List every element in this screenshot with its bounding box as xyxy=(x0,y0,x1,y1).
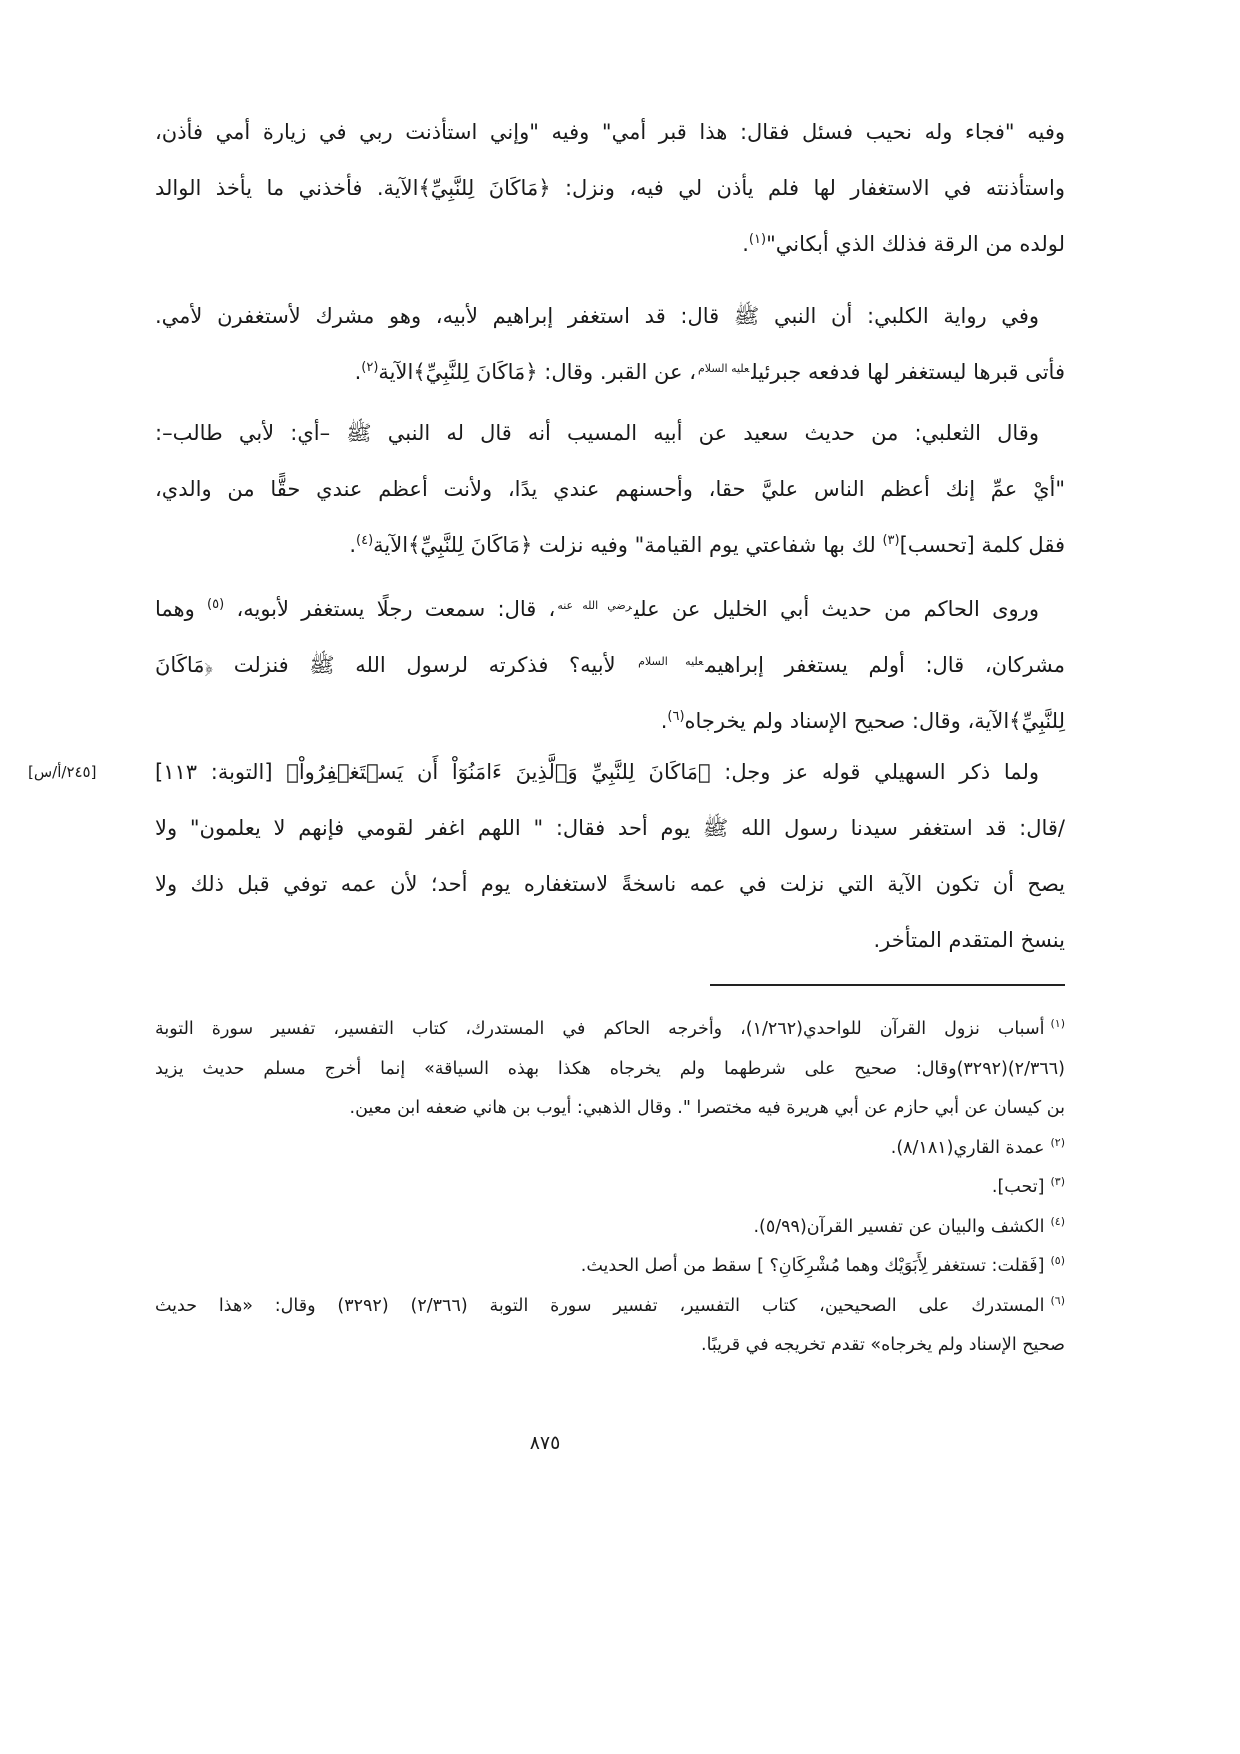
footnote-text: أسباب نزول القرآن للواحدي(١/٢٦٢)، وأخرجه الحاكم في المستدرك، كتاب التفسير، تفسير سورة التوبة xyxy=(155,1019,1045,1039)
footnote-line xyxy=(155,1247,1065,1287)
line-text: ولما ذكر السهيلي قوله عز وجل: ﴿مَاكَانَ لِلنَّبِيِّ وَٱلَّذِينَ ءَامَنُوٓاْ أَن يَسۡتَغۡفِرُواْ﴾ [التوبة: ١١٣] xyxy=(155,760,1039,784)
body-line xyxy=(155,637,1065,693)
body-line xyxy=(155,856,1065,912)
footnote-ref: (٥) xyxy=(207,597,225,612)
footnote-line xyxy=(155,1287,1065,1327)
body-line xyxy=(155,160,1065,216)
footnote-number: (٦) xyxy=(1050,1293,1065,1307)
line-text: لِلنَّبِيِّ﴾الآية، وقال: صحيح الإسناد ولم يخرجاه xyxy=(684,709,1065,733)
footnote-line xyxy=(155,1089,1065,1129)
footnote-text: بن كيسان عن أبي حازم عن أبي هريرة فيه مختصرا ". وقال الذهبي: أيوب بن هاني ضعفه ابن معين. xyxy=(349,1098,1065,1118)
line-text: . xyxy=(349,533,357,557)
paragraph xyxy=(155,405,1065,573)
body-line xyxy=(155,216,1065,272)
footnote-text: [فَقلت: تستغفر لِأَبَوَيْك وهما مُشْرِكَانِ؟ ] سقط من أصل الحديث. xyxy=(580,1256,1045,1276)
paragraph xyxy=(155,581,1065,749)
footnote-number: (٥) xyxy=(1050,1254,1065,1267)
footnote-line xyxy=(155,1208,1065,1248)
footnote-number: (٤) xyxy=(1050,1214,1065,1228)
footnote-ref: (٣) xyxy=(882,533,900,548)
honorific: عليه السلام xyxy=(638,655,704,668)
paragraph xyxy=(155,104,1065,272)
footnotes xyxy=(155,1010,1065,1366)
footnote-text: عمدة القاري(٨/١٨١). xyxy=(890,1137,1045,1158)
footnote-ref: (١) xyxy=(748,232,767,247)
honorific: عليه السلام xyxy=(697,362,750,375)
body-line xyxy=(155,288,1065,344)
line-text: . xyxy=(742,232,749,256)
footnote-number: (٢) xyxy=(1050,1135,1065,1149)
line-text: /قال: قد استغفر سيدنا رسول الله ﷺ يوم أحد فقال: " اللهم اغفر لقومي فإنهم لا يعلمون" ولا xyxy=(155,816,1065,840)
line-text: ينسخ المتقدم المتأخر. xyxy=(873,928,1065,952)
footnote-line xyxy=(155,1129,1065,1169)
footnote-number: (١) xyxy=(1050,1017,1066,1030)
footnote-text: الكشف والبيان عن تفسير القرآن(٥/٩٩). xyxy=(753,1216,1045,1237)
footnote-line xyxy=(155,1050,1065,1090)
body-line xyxy=(155,517,1065,573)
body-line xyxy=(155,693,1065,749)
body-line xyxy=(155,461,1065,517)
footnote-ref: (٤) xyxy=(356,533,374,548)
body-line xyxy=(155,104,1065,160)
footnote-line xyxy=(155,1326,1065,1366)
margin-folio-note: [٢٤٥/أ/س] xyxy=(28,763,97,781)
line-text: "أيْ عمِّ إنك أعظم الناس عليَّ حقا، وأحسنهم عندي يدًا، ولأنت أعظم عندي حقًّا من والدي، xyxy=(155,477,1065,501)
line-text: واستأذنته في الاستغفار لها فلم يأذن لي فيه، ونزل: ﴿مَاكَانَ لِلنَّبِيِّ﴾الآية. فأخذني ما يأخذ الوالد xyxy=(155,176,1065,200)
line-text: فأتى قبرها ليستغفر لها فدفعه جبرئيل xyxy=(751,360,1065,384)
line-text: وفيه "فجاء وله نحيب فسئل فقال: هذا قبر أمي" وفيه "وإني استأذنت ربي في زيارة أمي فأذن، xyxy=(155,120,1065,144)
paragraph xyxy=(155,288,1065,400)
page-number: ٨٧٥ xyxy=(529,1432,561,1454)
line-text: وقال الثعلبي: من حديث سعيد عن أبيه المسيب أنه قال له النبي ﷺ –أي: لأبي طالب–: xyxy=(155,421,1039,445)
body-line xyxy=(155,344,1065,400)
line-text: وهما xyxy=(155,597,208,621)
line-text: لأبيه؟ فذكرته لرسول الله ﷺ فنزلت ﴿مَاكَانَ xyxy=(155,653,637,677)
body-line xyxy=(155,744,1065,800)
line-text: وروى الحاكم من حديث أبي الخليل عن علي xyxy=(633,597,1039,621)
body-line xyxy=(155,800,1065,856)
line-text: ، عن القبر. وقال: ﴿مَاكَانَ لِلنَّبِيِّ﴾الآية xyxy=(378,360,696,384)
footnote-ref: (٦) xyxy=(667,709,685,724)
line-text: يصح أن تكون الآية التي نزلت في عمه ناسخةً لاستغفاره يوم أحد؛ لأن عمه توفي قبل ذلك ولا xyxy=(155,872,1065,896)
line-text: لولده من الرقة فذلك الذي أبكاني" xyxy=(766,232,1065,256)
line-text: . xyxy=(354,360,362,384)
line-text: وفي رواية الكلبي: أن النبي ﷺ قال: قد استغفر إبراهيم لأبيه، وهو مشرك لأستغفرن لأمي. xyxy=(155,304,1039,328)
footnote-line xyxy=(155,1010,1065,1050)
paragraph xyxy=(155,744,1065,968)
footnote-text: [تحب]. xyxy=(991,1177,1045,1197)
body-line xyxy=(155,405,1065,461)
line-text: ، قال: سمعت رجلًا يستغفر لأبويه، xyxy=(224,597,556,621)
honorific: رضي الله عنه xyxy=(557,599,632,612)
line-text: لك بها شفاعتي يوم القيامة" وفيه نزلت ﴿مَاكَانَ لِلنَّبِيِّ﴾الآية xyxy=(373,533,883,557)
footnote-text: المستدرك على الصحيحين، كتاب التفسير، تفسير سورة التوبة (٢/٣٦٦) (٣٢٩٢) وقال: «هذا حديث xyxy=(155,1295,1045,1316)
footnote-text: (٢/٣٦٦)(٣٢٩٢)وقال: صحيح على شرطهما ولم يخرجاه هكذا بهذه السياقة» إنما أخرج مسلم حديث يزيد xyxy=(155,1058,1065,1079)
line-text: . xyxy=(660,709,668,733)
footnote-text: صحيح الإسناد ولم يخرجاه» تقدم تخريجه في قريبًا. xyxy=(701,1335,1065,1355)
line-text: مشركان، قال: أولم يستغفر إبراهيم xyxy=(705,653,1065,677)
line-text: فقل كلمة [تحسب] xyxy=(899,533,1065,557)
footnote-ref: (٢) xyxy=(361,360,379,375)
footnote-separator xyxy=(710,984,1065,986)
footnote-line xyxy=(155,1168,1065,1208)
footnote-number: (٣) xyxy=(1050,1175,1065,1188)
body-line xyxy=(155,912,1065,968)
body-line xyxy=(155,581,1065,637)
